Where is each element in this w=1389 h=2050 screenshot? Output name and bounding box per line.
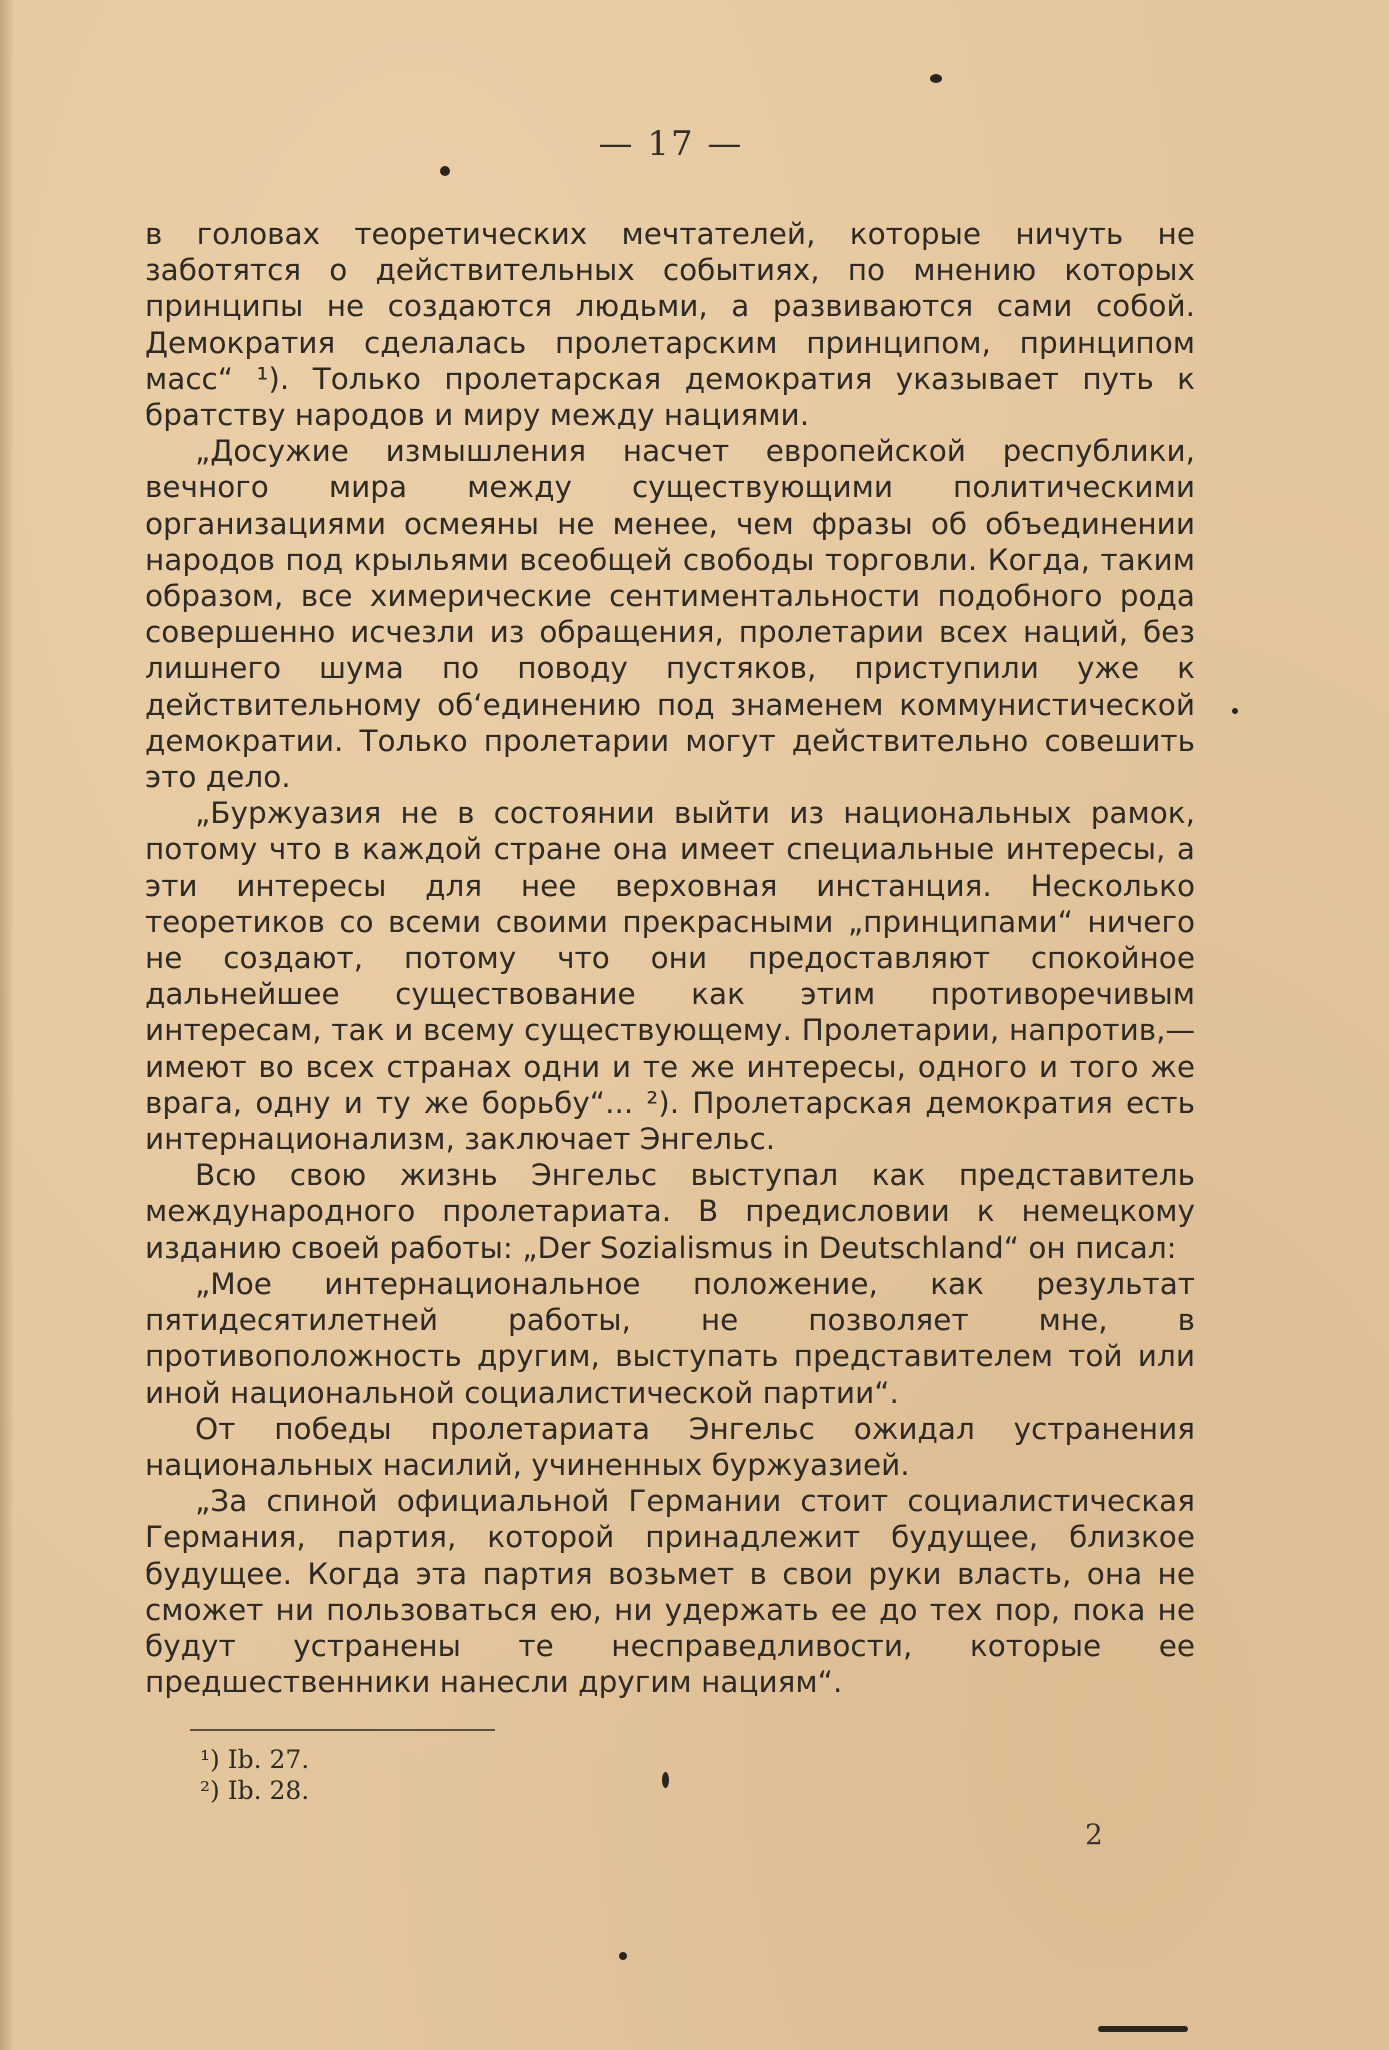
paragraph: „За спиной официальной Германии стоит социалистическая Германия, партия, которой принадлежит будущее, близкое будущее. Когда эта партия возьмет в свои руки власть, она не сможет ни пользоваться ею, ни удержать ее до тех пор, пока не будут устранены те несправедливости, которые ее предшественники нанесли другим нациям“. [145,1484,1195,1700]
ink-speck [619,1952,627,1960]
ink-speck [440,166,450,176]
paragraph: „Мое интернациональное положение, как результат пятидесятилетней работы, не позволяет мне, в противоположность другим, выступать представителем той или иной национальной социалистической партии“. [145,1266,1195,1410]
paragraph: „Досужие измышления насчет европейской республики, вечного мира между существующими политическими организациями осмеяны не менее, чем фразы об объединении народов под крыльями всеобщей свободы торговли. Когда, таким образом, все химерические сентиментальности подобного рода совершенно исчезли из обращения, пролетарии всех наций, без лишнего шума по поводу пустяков, приступили уже к действительному об‘единению под знаменем коммунистической демократии. Только пролетарии могут действительно совешить это дело. [145,434,1195,795]
ink-speck [1098,2026,1188,2032]
ink-speck [662,1772,669,1788]
footnote: ²) Ib. 28. [200,1776,310,1805]
paragraph: Всю свою жизнь Энгельс выступал как представитель международного пролетариата. В предисловии к немецкому изданию своей работы: „Der Sozialismus in Deutschland“ он писал: [145,1158,1195,1265]
page-number: — 17 — [598,124,744,164]
footnote-rule [190,1729,495,1731]
ink-speck [930,74,942,83]
page-edge-shadow [0,0,14,2050]
paragraph: От победы пролетариата Энгельс ожидал устранения национальных насилий, учиненных буржуазией. [145,1411,1195,1482]
paragraph: в головах теоретических мечтателей, которые ничуть не заботятся о действительных событиях, по мнению которых принципы не создаются людьми, а развиваются сами собой. Демократия сделалась пролетарским принципом, принципом масс“ ¹). Только пролетарская демократия указывает путь к братству народов и миру между нациями. [145,217,1195,433]
ink-speck [1232,708,1238,714]
paragraph: „Буржуазия не в состоянии выйти из национальных рамок, потому что в каждой стране она имеет специальные интересы, а эти интересы для нее верховная инстанция. Несколько теоретиков со всеми своими прекрасными „принципами“ ничего не создают, потому что они предоставляют спокойное дальнейшее существование как этим противоречивым интересам, так и всему существующему. Пролетарии, напротив,— имеют во всех странах одни и те же интересы, одного и того же врага, одну и ту же борьбу“... ²). Пролетарская демократия есть интернационализм, заключает Энгельс. [145,796,1195,1157]
footnote: ¹) Ib. 27. [200,1745,310,1774]
printer-signature-mark: 2 [1085,1818,1103,1851]
footnotes [200,1744,309,1806]
body-text [145,216,1195,1700]
